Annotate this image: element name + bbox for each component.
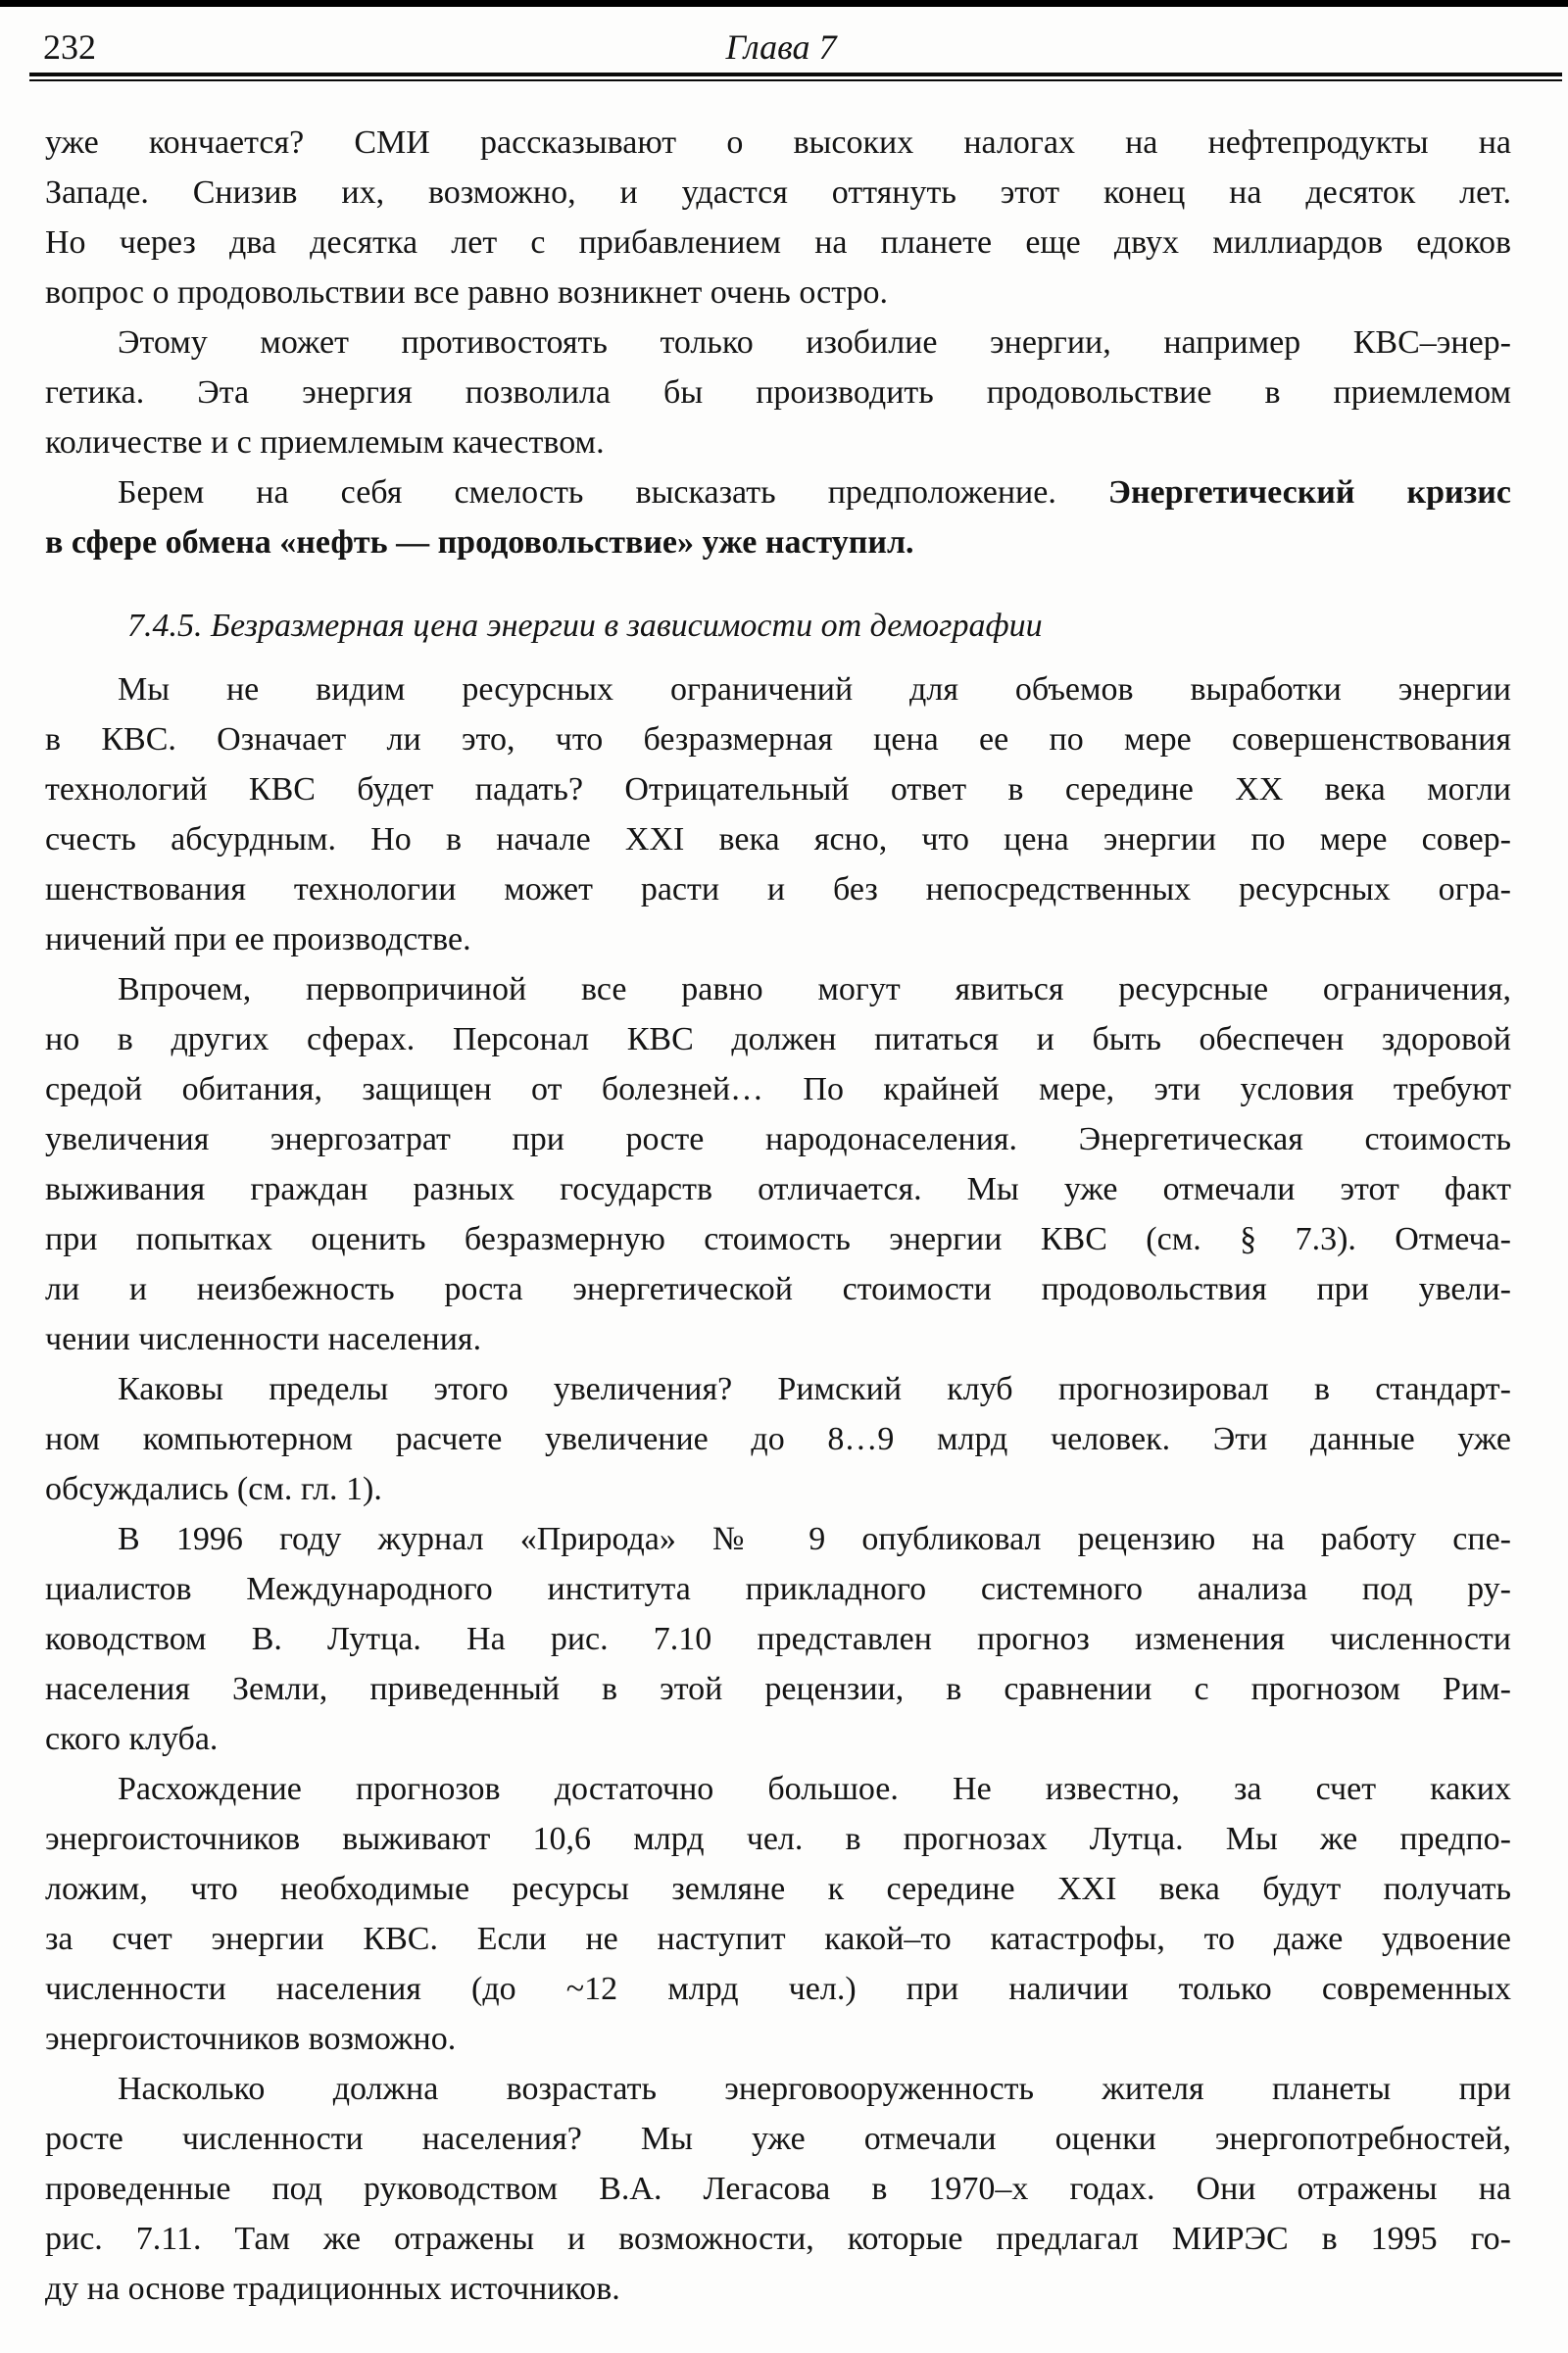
paragraph [45, 118, 1511, 318]
text-line: Насколько должна возрастать энерговооруженность жителя планеты при [118, 2071, 1511, 2107]
paragraph [45, 664, 1511, 964]
text-line: уже кончается? СМИ рассказывают о высоких налогах на нефтепродукты на [45, 124, 1511, 161]
text-line: рис. 7.11. Там же отражены и возможности, которые предлагал МИРЭС в 1995 го- [45, 2221, 1511, 2257]
text-line: Но через два десятка лет с прибавлением на планете еще двух миллиардов едоков [45, 224, 1511, 261]
header-rule [29, 73, 1562, 81]
text-line: проведенные под руководством В.А. Легасова в 1970–х годах. Они отражены на [45, 2171, 1511, 2207]
text-line: населения Земли, приведенный в этой рецензии, в сравнении с прогнозом Рим- [45, 1671, 1511, 1707]
text-line: энергоисточников выживают 10,6 млрд чел. в прогнозах Лутца. Мы же предпо- [45, 1821, 1511, 1857]
page-header [43, 25, 1519, 69]
paragraph [45, 1764, 1511, 2064]
text-line: чении численности населения. [45, 1321, 482, 1357]
text-line: ли и неизбежность роста энергетической стоимости продовольствия при увели- [45, 1271, 1511, 1307]
text-line: ничений при ее производстве. [45, 921, 471, 957]
text-line: Западе. Снизив их, возможно, и удастся оттянуть этот конец на десяток лет. [45, 174, 1511, 211]
text-line: за счет энергии КВС. Если не наступит какой–то катастрофы, то даже удвоение [45, 1921, 1511, 1957]
text-line: Этому может противостоять только изобилие энергии, например КВС–энер- [118, 324, 1511, 361]
text-line: численности населения (до ~12 млрд чел.) при наличии только современных [45, 1971, 1511, 2007]
text-line: в КВС. Означает ли это, что безразмерная цена ее по мере совершенствования [45, 721, 1511, 758]
text-line: циалистов Международного института прикладного системного анализа под ру- [45, 1571, 1511, 1607]
text-line: но в других сферах. Персонал КВС должен питаться и быть обеспечен здоровой [45, 1021, 1511, 1057]
text-line: выживания граждан разных государств отличается. Мы уже отмечали этот факт [45, 1171, 1511, 1207]
text-line: энергоисточников возможно. [45, 2021, 457, 2057]
paragraph [45, 2064, 1511, 2314]
text-line: в сфере обмена «нефть — продовольствие» уже наступил. [45, 524, 914, 561]
text-line: количестве и с приемлемым качеством. [45, 424, 605, 461]
paragraph [45, 1514, 1511, 1764]
text-line: гетика. Эта энергия позволила бы производить продовольствие в приемлемом [45, 374, 1511, 411]
paragraph [45, 318, 1511, 467]
text-line: Берем на себя смелость высказать предположение. Энергетический кризис [118, 474, 1511, 511]
text-line: при попытках оценить безразмерную стоимость энергии КВС (см. § 7.3). Отмеча- [45, 1221, 1511, 1257]
text-line: Расхождение прогнозов достаточно большое. Не известно, за счет каких [118, 1771, 1511, 1807]
paragraph [45, 1364, 1511, 1514]
text-line: ном компьютерном расчете увеличение до 8…9 млрд человек. Эти данные уже [45, 1421, 1511, 1457]
paragraph [45, 964, 1511, 1364]
text-line: Каковы пределы этого увеличения? Римский клуб прогнозировал в стандарт- [118, 1371, 1511, 1407]
text-line: ду на основе традиционных источников. [45, 2271, 620, 2307]
paragraph [45, 467, 1511, 567]
chapter-title: Глава 7 [725, 27, 837, 67]
text-line: шенствования технологии может расти и без непосредственных ресурсных огра- [45, 871, 1511, 907]
text-line: ложим, что необходимые ресурсы земляне к середине XXI века будут получать [45, 1871, 1511, 1907]
text-line: средой обитания, защищен от болезней… По крайней мере, эти условия требуют [45, 1071, 1511, 1107]
text-line: Мы не видим ресурсных ограничений для объемов выработки энергии [118, 671, 1511, 708]
text-line: ководством В. Лутца. На рис. 7.10 представлен прогноз изменения численности [45, 1621, 1511, 1657]
text-line: обсуждались (см. гл. 1). [45, 1471, 382, 1507]
scan-edge-artifact [0, 0, 1568, 7]
text-line: Впрочем, первопричиной все равно могут явиться ресурсные ограничения, [118, 971, 1511, 1007]
text-line: росте численности населения? Мы уже отмечали оценки энергопотребностей, [45, 2121, 1511, 2157]
text-line: увеличения энергозатрат при росте народонаселения. Энергетическая стоимость [45, 1121, 1511, 1157]
section-heading: 7.4.5. Безразмерная цена энергии в зависимости от демографии [127, 608, 1043, 644]
text-line: счесть абсурдным. Но в начале XXI века ясно, что цена энергии по мере совер- [45, 821, 1511, 858]
page-body [45, 118, 1511, 2314]
page-number: 232 [43, 27, 96, 67]
text-line: ского клуба. [45, 1721, 219, 1757]
text-line: технологий КВС будет падать? Отрицательный ответ в середине XX века могли [45, 771, 1511, 808]
text-line: В 1996 году журнал «Природа» № 9 опубликовал рецензию на работу спе- [118, 1521, 1511, 1557]
text-line: вопрос о продовольствии все равно возникнет очень остро. [45, 274, 889, 311]
